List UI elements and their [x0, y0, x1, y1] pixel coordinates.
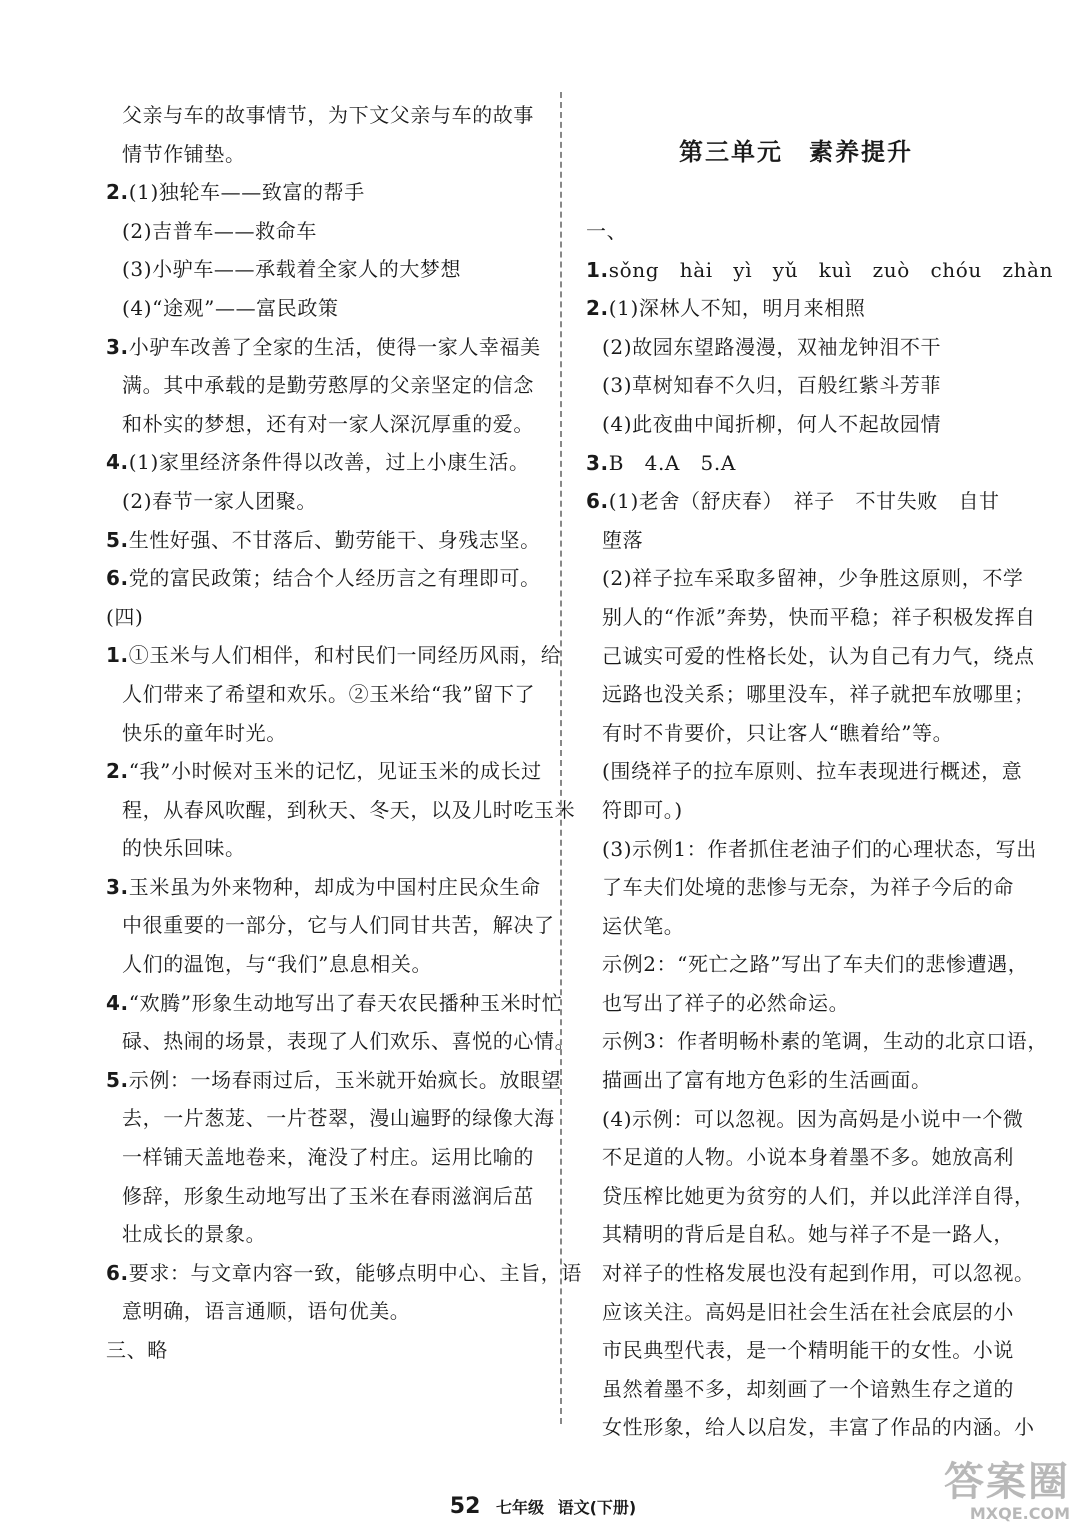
answer-line: [586, 598, 1036, 637]
answer-text: 三、略: [106, 1338, 168, 1362]
answer-text: (1)老舍（舒庆春） 祥子 不甘失败 自甘: [608, 489, 1000, 514]
answer-line: [586, 212, 1006, 251]
section-title: 第三单元 素养提升: [679, 138, 913, 166]
answer-text: (1)家里经济条件得以改善，过上小康生活。: [128, 450, 530, 475]
answer-line: [106, 1099, 555, 1138]
answer-line: [586, 1215, 1014, 1254]
answer-line: [586, 1408, 1035, 1447]
answer-text: 生性好强、不甘落后、勤劳能干、身残志坚。: [128, 527, 541, 552]
answer-line: [586, 1138, 1014, 1177]
answer-line: [106, 868, 546, 907]
answer-text: (3)示例1：作者抓住老油子们的心理状态，写出: [602, 836, 1037, 861]
answer-line: [106, 598, 546, 637]
answer-text: 父亲与车的故事情节，为下文父亲与车的故事: [122, 103, 534, 127]
answer-text: 要求：与文章内容一致，能够点明中心、主旨，语: [128, 1260, 582, 1285]
answer-line: [586, 482, 1006, 521]
answer-text: 示例2：“死亡之路”写出了车夫们的悲惨遭遇，: [602, 952, 1029, 977]
answer-line: [106, 173, 546, 212]
answer-line: [586, 405, 1006, 444]
page-footer: [0, 1494, 1086, 1519]
answer-line: [106, 1254, 582, 1293]
answer-line: [106, 945, 546, 984]
answer-line: [586, 791, 1006, 830]
answer-text: 的快乐回味。: [122, 836, 246, 861]
right-column-lines: [586, 212, 1054, 1447]
answer-line: [586, 444, 1006, 483]
watermark-logo: [944, 1460, 1070, 1524]
answer-text: 党的富民政策；结合个人经历言之有理即可。: [128, 566, 541, 591]
answer-line: [106, 96, 546, 135]
answer-line: [586, 637, 1035, 676]
answer-text: 应该关注。高妈是旧社会生活在社会底层的小: [602, 1299, 1014, 1324]
answer-line: [586, 289, 1006, 328]
answer-line: [106, 906, 555, 945]
answer-text: 堕落: [602, 527, 644, 552]
question-number: 1.: [586, 257, 609, 282]
answer-text: (4)此夜曲中闻折柳，何人不起故园情: [602, 411, 942, 436]
answer-line: [106, 1177, 546, 1216]
answer-text: 人们带来了希望和欢乐。②玉米给“我”留下了: [122, 681, 536, 706]
answer-text: 市民典型代表，是一个精明能干的女性。小说: [602, 1338, 1014, 1363]
answer-text: 去，一片葱茏、一片苍翠，漫山遍野的绿像大海: [122, 1106, 555, 1131]
answer-text: 和朴实的梦想，还有对一家人深沉厚重的爱。: [122, 411, 534, 436]
answer-text: 贷压榨比她更为贫穷的人们，并以此洋洋自得，: [602, 1183, 1035, 1208]
answer-line: [106, 1215, 546, 1254]
question-number: 6.: [106, 1260, 129, 1285]
answer-text: 人们的温饱，与“我们”息息相关。: [122, 952, 433, 977]
question-number: 2.: [106, 180, 129, 205]
answer-line: [586, 1061, 1006, 1100]
answer-text: 玉米虽为外来物种，却成为中国村庄民众生命: [128, 874, 541, 899]
answer-line: [106, 328, 546, 367]
answer-text: (2)春节一家人团聚。: [122, 488, 317, 513]
answer-line: [106, 752, 546, 791]
answer-text: 符即可。): [602, 797, 683, 822]
answer-line: [586, 675, 1035, 714]
answer-text: 碌、热闹的场景，表现了人们欢乐、喜悦的心情。: [122, 1029, 576, 1054]
question-number: 5.: [106, 527, 129, 552]
answer-text: 远路也没关系；哪里没车，祥子就把车放哪里；: [602, 682, 1035, 707]
answer-line: [106, 443, 546, 482]
answer-line: [106, 1331, 546, 1370]
answer-line: [586, 752, 1023, 791]
answer-text: (2)吉普车——救命车: [122, 218, 317, 243]
answer-text: 壮成长的景象。: [122, 1222, 267, 1247]
answer-text: (3)草树知春不久归，百般红紫斗芳菲: [602, 373, 942, 398]
watermark-text: 答案圈: [944, 1459, 1070, 1505]
answer-text: (围绕祥子的拉车原则、拉车表现进行概述，意: [602, 759, 1023, 784]
question-number: 4.: [106, 990, 129, 1015]
right-column: [586, 96, 1054, 1447]
left-column: [106, 96, 582, 1370]
answer-text: 也写出了祥子的必然命运。: [602, 990, 850, 1015]
answer-line: [586, 1022, 1048, 1061]
question-number: 6.: [586, 489, 609, 514]
answer-line: [106, 289, 546, 328]
answer-text: (2)祥子拉车采取多留神，少争胜这原则，不学: [602, 566, 1024, 591]
answer-line: [586, 251, 1054, 290]
answer-line: [586, 1254, 1035, 1293]
question-number: 5.: [106, 1067, 129, 1092]
answer-line: [106, 521, 546, 560]
answer-text: 情节作铺垫。: [122, 141, 246, 166]
answer-text: 其精明的背后是自私。她与祥子不是一路人，: [602, 1222, 1014, 1247]
answer-line: [106, 636, 562, 675]
answer-text: 了车夫们处境的悲惨与无奈，为祥子今后的命: [602, 875, 1014, 900]
answer-text: (4)示例：可以忽视。因为高妈是小说中一个微: [602, 1106, 1024, 1131]
question-number: 3.: [586, 450, 609, 475]
answer-line: [106, 1138, 546, 1177]
answer-line: [586, 1331, 1014, 1370]
answer-text: (四): [106, 604, 144, 629]
answer-text: sǒng hài yì yǔ kuì zuò chóu zhàn: [608, 257, 1054, 282]
answer-text: 一、: [586, 219, 628, 243]
answer-line: [106, 559, 546, 598]
answer-text: (1)独轮车——致富的帮手: [128, 180, 365, 205]
answer-text: (3)小驴车——承载着全家人的大梦想: [122, 257, 462, 282]
question-number: 3.: [106, 334, 129, 359]
answer-line: [586, 521, 1006, 560]
answer-text: 中很重要的一部分，它与人们同甘共苦，解决了: [122, 913, 555, 938]
answer-text: 不足道的人物。小说本身着墨不多。她放高利: [602, 1145, 1014, 1170]
answer-line: [106, 366, 546, 405]
question-number: 1.: [106, 643, 129, 668]
question-number: 6.: [106, 566, 129, 591]
answer-line: [106, 405, 546, 444]
answer-line: [106, 212, 546, 251]
answer-line: [586, 328, 1006, 367]
question-number: 2.: [106, 759, 129, 784]
answer-line: [106, 250, 546, 289]
answer-line: [106, 482, 546, 521]
subject-label: 语文(下册): [557, 1498, 637, 1517]
watermark-url: MXQE.COM: [969, 1504, 1070, 1523]
answer-line: [586, 984, 1006, 1023]
answer-text: 对祥子的性格发展也没有起到作用，可以忽视。: [602, 1261, 1035, 1286]
answer-line: [586, 714, 1006, 753]
answer-line: [106, 791, 576, 830]
answer-text: 一样铺天盖地卷来，淹没了村庄。运用比喻的: [122, 1145, 534, 1170]
answer-text: 程，从春风吹醒，到秋天、冬天，以及儿时吃玉米: [122, 797, 576, 822]
answer-line: [106, 1022, 576, 1061]
answer-line: [586, 1293, 1014, 1332]
answer-text: 意明确，语言通顺，语句优美。: [122, 1299, 411, 1324]
answer-text: 女性形象，给人以启发，丰富了作品的内涵。小: [602, 1415, 1035, 1440]
answer-text: (4)“途观”——富民政策: [122, 295, 339, 320]
answer-line: [106, 984, 563, 1023]
answer-text: (1)深林人不知，明月来相照: [608, 296, 866, 321]
page-number: 52: [449, 1494, 481, 1519]
answer-text: ①玉米与人们相伴，和村民们一同经历风雨，给: [128, 643, 562, 668]
answer-text: 小驴车改善了全家的生活，使得一家人幸福美: [128, 334, 541, 359]
answer-text: 示例：一场春雨过后，玉米就开始疯长。放眼望: [128, 1067, 562, 1092]
answer-line: [586, 1370, 1014, 1409]
answer-line: [106, 135, 546, 174]
answer-text: “我”小时候对玉米的记忆，见证玉米的成长过: [128, 759, 542, 784]
answer-text: 别人的“作派”奔势，快而平稳；祥子积极发挥自: [602, 604, 1036, 629]
answer-text: 己诚实可爱的性格长处，认为自己有力气，绕点: [602, 643, 1035, 668]
answer-line: [106, 714, 546, 753]
answer-line: [586, 366, 1006, 405]
column-divider: [560, 92, 562, 1424]
answer-text: 修辞，形象生动地写出了玉米在春雨滋润后茁: [122, 1183, 534, 1208]
answer-text: 描画出了富有地方色彩的生活画面。: [602, 1068, 932, 1093]
answer-text: 运伏笔。: [602, 913, 685, 938]
answer-line: [586, 868, 1014, 907]
answer-line: [586, 907, 1006, 946]
answer-text: “欢腾”形象生动地写出了春天农民播种玉米时忙: [128, 990, 563, 1015]
question-number: 2.: [586, 296, 609, 321]
answer-line: [586, 559, 1024, 598]
answer-text: 快乐的童年时光。: [122, 720, 287, 745]
answer-line: [586, 1100, 1024, 1139]
answer-line: [106, 675, 546, 714]
answer-line: [586, 945, 1029, 984]
answer-text: 示例3：作者明畅朴素的笔调，生动的北京口语，: [602, 1029, 1048, 1054]
question-number: 4.: [106, 450, 129, 475]
answer-text: (2)故园东望路漫漫，双袖龙钟泪不干: [602, 334, 942, 359]
answer-text: 虽然着墨不多，却刻画了一个谙熟生存之道的: [602, 1376, 1014, 1401]
answer-line: [586, 1177, 1035, 1216]
answer-text: 满。其中承载的是勤劳憨厚的父亲坚定的信念: [122, 373, 534, 398]
grade-label: 七年级: [495, 1498, 544, 1517]
answer-text: 有时不肯要价，只让客人“瞧着给”等。: [602, 720, 954, 745]
answer-line: [106, 1061, 562, 1100]
answer-line: [586, 830, 1037, 869]
answer-line: [106, 1292, 546, 1331]
answer-line: [106, 829, 546, 868]
question-number: 3.: [106, 874, 129, 899]
answer-text: B 4.A 5.A: [608, 450, 736, 475]
